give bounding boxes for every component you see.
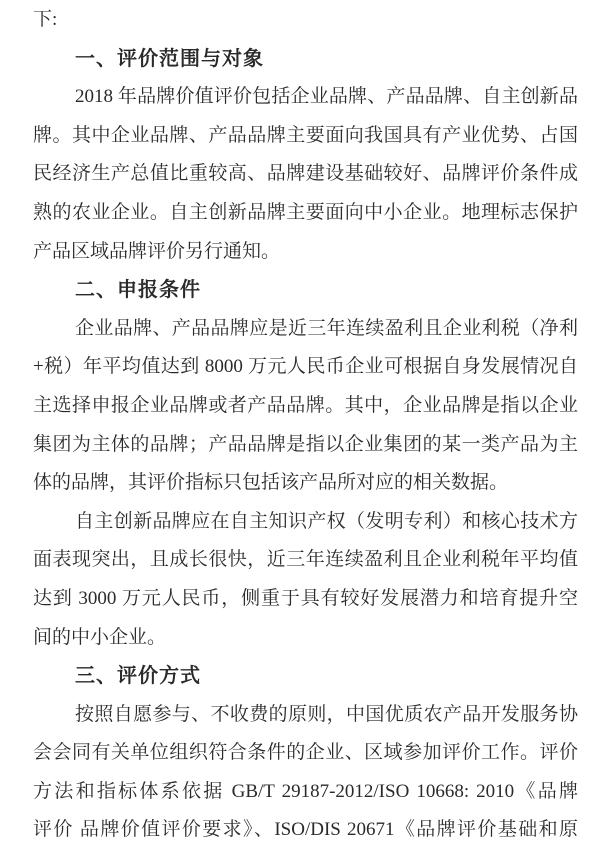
section-1-heading: 一、评价范围与对象	[75, 47, 264, 70]
body-line: 主选择申报企业品牌或者产品品牌。其中，企业品牌是指以企业	[33, 394, 578, 416]
body-line: 2018 年品牌价值评价包括企业品牌、产品品牌、自主创新品	[75, 86, 578, 108]
section-3-heading: 三、评价方式	[75, 665, 201, 688]
body-line: 方法和指标体系依据 GB/T 29187-2012/ISO 10668: 2010《品牌	[33, 780, 578, 802]
body-line: 自主创新品牌应在自主知识产权（发明专利）和核心技术方	[75, 510, 578, 532]
body-line: 会会同有关单位组织符合条件的企业、区域参加评价工作。评价	[33, 742, 578, 764]
body-line: 产品区域品牌评价另行通知。	[33, 240, 281, 262]
body-line: 熟的农业企业。自主创新品牌主要面向中小企业。地理标志保护	[33, 201, 578, 223]
body-line: 集团为主体的品牌；产品品牌是指以企业集团的某一类产品为主	[33, 433, 578, 455]
body-line: 达到 3000 万元人民币，侧重于具有较好发展潜力和培育提升空	[33, 587, 578, 609]
body-line: 间的中小企业。	[33, 626, 167, 648]
body-line: 评价 品牌价值评价要求》、ISO/DIS 20671《品牌评价基础和原	[33, 819, 578, 841]
body-line: 体的品牌，其评价指标只包括该产品所对应的相关数据。	[33, 472, 509, 494]
section-2-heading: 二、申报条件	[75, 279, 201, 302]
body-line: +税）年平均值达到 8000 万元人民币企业可根据自身发展情况自	[33, 356, 578, 378]
body-line: 企业品牌、产品品牌应是近三年连续盈利且企业利税（净利	[75, 317, 578, 339]
body-line: 面表现突出，且成长很快，近三年连续盈利且企业利税年平均值	[33, 549, 578, 571]
body-line: 牌。其中企业品牌、产品品牌主要面向我国具有产业优势、占国	[33, 124, 578, 146]
body-line: 按照自愿参与、不收费的原则，中国优质农产品开发服务协	[75, 703, 578, 725]
paragraph-continuation-line: 下:	[33, 9, 58, 30]
body-line: 民经济生产总值比重较高、品牌建设基础较好、品牌评价条件成	[33, 163, 578, 185]
